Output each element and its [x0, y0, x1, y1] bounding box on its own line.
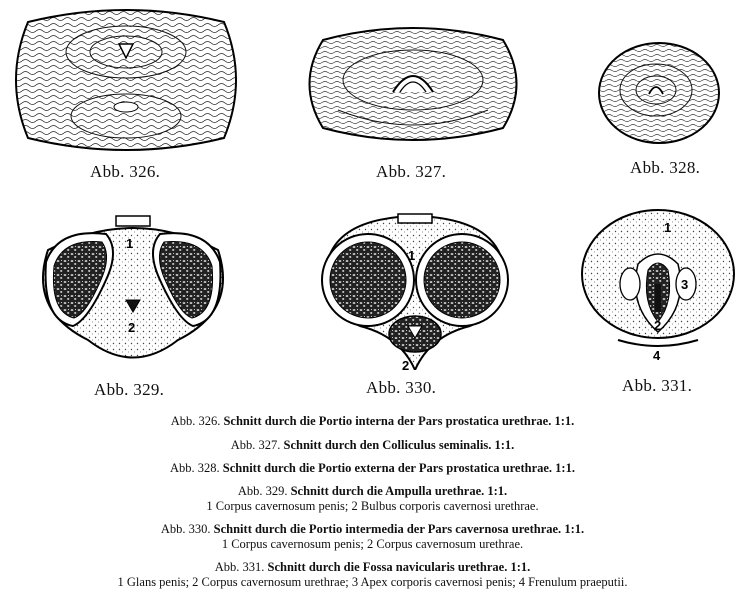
figure-329: [28, 210, 238, 399]
caption-331: [0, 560, 745, 575]
legend-329: 1 Corpus cavernosum penis; 2 Bulbus corporis cavernosi urethrae.: [206, 499, 539, 513]
section-drawing-330: [310, 210, 520, 370]
figure-327: [298, 20, 528, 181]
caption-title: Schnitt durch die Ampulla urethrae.: [290, 484, 485, 498]
figure-330: [310, 210, 520, 397]
figure-331: [578, 206, 738, 395]
figure-label: Abb. 328.: [630, 158, 701, 177]
marker-2: 2: [654, 318, 662, 333]
figure-328: [594, 38, 724, 177]
caption-scale: 1:1.: [494, 438, 515, 452]
caption-scale: 1:1.: [554, 414, 575, 428]
legend-331: 1 Glans penis; 2 Corpus cavernosum urethrae; 3 Apex corporis cavernosi penis; 4 Frenulum praeputii.: [117, 575, 628, 589]
marker-1: 1: [664, 220, 672, 235]
marker-2: 2: [402, 358, 410, 370]
figure-label: Abb. 326.: [90, 162, 161, 181]
caption-scale: 1:1.: [564, 522, 585, 536]
marker-4: 4: [653, 348, 661, 363]
marker-3: 3: [681, 277, 689, 292]
caption-abb: Abb. 327.: [230, 438, 281, 452]
caption-330: [0, 522, 745, 537]
caption-abb: Abb. 330.: [160, 522, 211, 536]
figure-label: Abb. 331.: [622, 376, 693, 395]
caption-title: Schnitt durch die Portio interna der Pars prostatica urethrae.: [223, 414, 552, 428]
section-drawing-331: [578, 206, 738, 366]
figure-label: Abb. 329.: [94, 380, 165, 399]
marker-1: 1: [126, 236, 134, 251]
section-drawing-327: [298, 20, 528, 148]
section-drawing-329: [28, 210, 238, 380]
marker-1: 1: [408, 248, 416, 263]
caption-scale: 1:1.: [555, 461, 575, 475]
caption-title: Schnitt durch die Portio externa der Pars prostatica urethrae.: [222, 461, 553, 475]
legend-330: 1 Corpus cavernosum penis; 2 Corpus cavernosum urethrae.: [221, 537, 524, 551]
caption-abb: Abb. 331.: [214, 560, 265, 574]
caption-scale: 1:1.: [487, 484, 508, 498]
caption-abb: Abb. 329.: [237, 484, 288, 498]
caption-326: [0, 414, 745, 429]
figure-label: Abb. 327.: [376, 162, 447, 181]
section-drawing-328: [594, 38, 724, 148]
caption-329: [0, 484, 745, 499]
section-drawing-326: [8, 4, 244, 156]
caption-328: [0, 461, 745, 476]
figure-326: [8, 4, 244, 181]
marker-2: 2: [128, 320, 136, 335]
figure-label: Abb. 330.: [366, 378, 437, 397]
caption-title: Schnitt durch den Colliculus seminalis.: [283, 438, 492, 452]
caption-abb: Abb. 328.: [170, 461, 220, 475]
caption-title: Schnitt durch die Portio intermedia der Pars cavernosa urethrae.: [213, 522, 562, 536]
caption-abb: Abb. 326.: [170, 414, 221, 428]
caption-327: [0, 438, 745, 453]
caption-scale: 1:1.: [510, 560, 531, 574]
caption-title: Schnitt durch die Fossa navicularis urethrae.: [267, 560, 508, 574]
